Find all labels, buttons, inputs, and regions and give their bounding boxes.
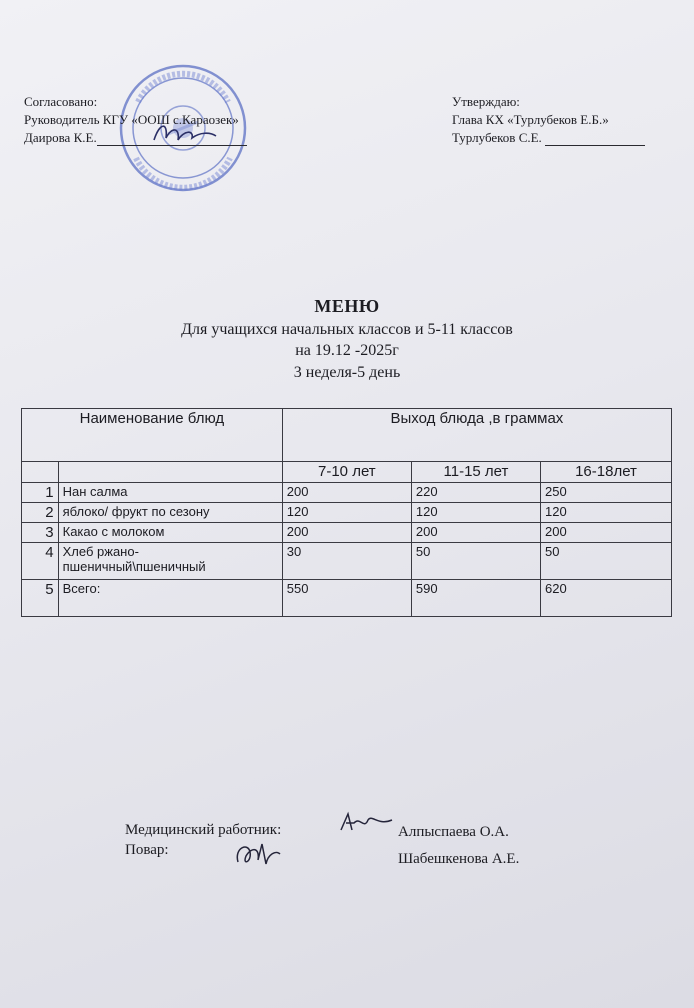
approve-label: Утверждаю:: [452, 94, 520, 109]
header-output: Выход блюда ,в граммах: [282, 409, 671, 462]
agreed-label: Согласовано:: [24, 94, 98, 109]
head-school-name: Даирова К.Е.: [24, 130, 97, 145]
age-group-2: 11-15 лет: [411, 462, 540, 483]
head-school-label: Руководитель КГУ «ООШ с.Караозек»: [24, 112, 239, 127]
header-dish-name: Наименование блюд: [22, 409, 283, 462]
approval-right-block: [452, 94, 645, 148]
medic-name: Алпыспаева О.А.: [398, 824, 509, 840]
table-age-row: [22, 462, 672, 483]
menu-week-day: 3 неделя-5 день: [293, 364, 401, 381]
cook-label: Повар:: [125, 842, 169, 858]
table-row: 3 Какао с молоком 200 200 200: [22, 523, 672, 543]
menu-title: МЕНЮ: [314, 296, 380, 316]
age-group-3: 16-18лет: [541, 462, 672, 483]
menu-table: [21, 408, 672, 617]
farm-head-label: Глава КХ «Турлубеков Е.Б.»: [452, 112, 609, 127]
cook-name: Шабешкенова А.Е.: [398, 851, 520, 867]
director-signature-icon: [150, 118, 220, 148]
farm-head-name: Турлубеков С.Е.: [452, 130, 542, 145]
signature-line: [545, 145, 645, 146]
age-group-1: 7-10 лет: [282, 462, 411, 483]
table-row: 1 Нан салма 200 220 250: [22, 483, 672, 503]
table-row: 4 Хлеб ржано-пшеничный\пшеничный 30 50 50: [22, 543, 672, 580]
table-row-total: 5 Всего: 550 590 620: [22, 580, 672, 617]
menu-audience: Для учащихся начальных классов и 5-11 классов: [181, 321, 513, 338]
menu-date: на 19.12 -2025г: [295, 342, 399, 359]
medic-signature-icon: [338, 810, 396, 836]
cook-signature-icon: [232, 838, 282, 872]
medic-label: Медицинский работник:: [125, 822, 282, 838]
table-header-row: [22, 409, 672, 462]
table-row: 2 яблоко/ фрукт по сезону 120 120 120: [22, 503, 672, 523]
